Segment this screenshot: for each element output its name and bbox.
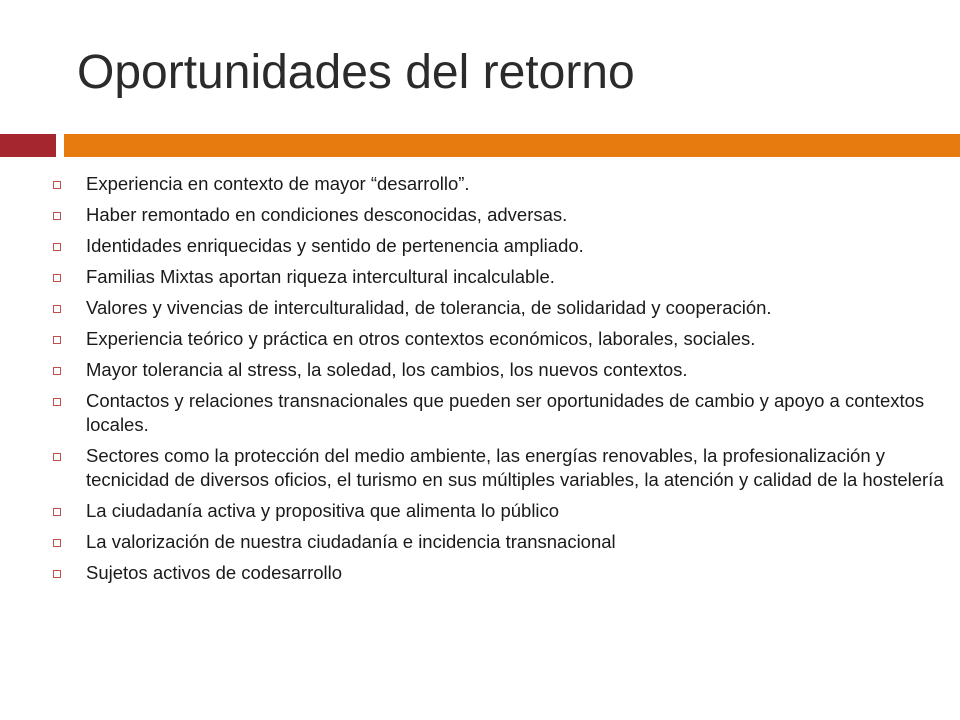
bullet-text: Mayor tolerancia al stress, la soledad, los cambios, los nuevos contextos. [86, 359, 688, 380]
bullet-item [48, 234, 948, 258]
bullet-item [48, 296, 948, 320]
bullet-text: Familias Mixtas aportan riqueza intercultural incalculable. [86, 266, 555, 287]
square-outline-icon [53, 181, 61, 189]
square-outline-icon [53, 539, 61, 547]
bullet-item [48, 444, 948, 492]
bullet-text: Sujetos activos de codesarrollo [86, 562, 343, 583]
square-outline-icon [53, 398, 61, 406]
square-outline-icon [53, 367, 61, 375]
bullet-text: Haber remontado en condiciones desconocidas, adversas. [86, 204, 568, 225]
bullet-item [48, 499, 948, 523]
square-outline-icon [53, 212, 61, 220]
bullet-text: La valorización de nuestra ciudadanía e incidencia transnacional [86, 531, 616, 552]
bullet-text: La ciudadanía activa y propositiva que alimenta lo público [86, 500, 560, 521]
bullet-text: Experiencia en contexto de mayor “desarrollo”. [86, 173, 470, 194]
bullet-item [48, 327, 948, 351]
bullet-item [48, 561, 948, 585]
square-outline-icon [53, 508, 61, 516]
bullet-list [48, 172, 948, 592]
square-outline-icon [53, 243, 61, 251]
square-outline-icon [53, 570, 61, 578]
title-accent-bar-right [64, 134, 960, 157]
slide-title: Oportunidades del retorno [77, 46, 635, 99]
bullet-item [48, 172, 948, 196]
bullet-item [48, 203, 948, 227]
bullet-item [48, 530, 948, 554]
bullet-text: Experiencia teórico y práctica en otros contextos económicos, laborales, sociales. [86, 328, 756, 349]
bullet-text: Sectores como la protección del medio ambiente, las energías renovables, la profesionalización y tecnicidad de diversos oficios, el turismo en sus múltiples variables, la atención y calidad de la hostelería [86, 445, 944, 490]
square-outline-icon [53, 274, 61, 282]
square-outline-icon [53, 453, 61, 461]
bullet-item [48, 358, 948, 382]
title-accent-bar-left [0, 134, 56, 157]
bullet-text: Valores y vivencias de interculturalidad, de tolerancia, de solidaridad y cooperación. [86, 297, 772, 318]
bullet-text: Contactos y relaciones transnacionales que pueden ser oportunidades de cambio y apoyo a contextos locales. [86, 390, 925, 435]
bullet-item [48, 389, 948, 437]
bullet-item [48, 265, 948, 289]
square-outline-icon [53, 305, 61, 313]
bullet-text: Identidades enriquecidas y sentido de pertenencia ampliado. [86, 235, 584, 256]
square-outline-icon [53, 336, 61, 344]
